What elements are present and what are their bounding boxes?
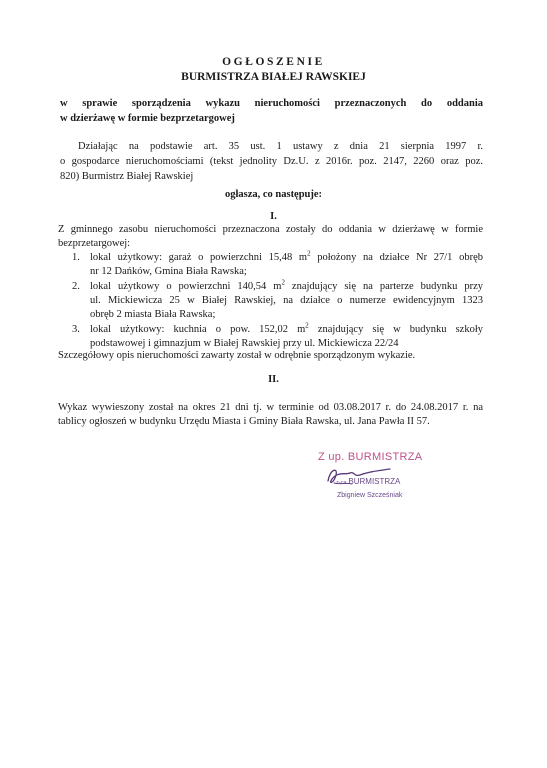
intro-line-2: o gospodarce nieruchomościami (tekst jednolity Dz.U. z 2016r. poz. 2147, 2260 oraz poz. (60, 156, 483, 167)
signature-stamp (300, 451, 430, 521)
intro-paragraph (60, 139, 483, 184)
section-1-numeral: I. (270, 211, 277, 222)
superscript: 2 (281, 278, 285, 287)
posting-notice-line-1: Wykaz wywieszony został na okres 21 dni tj. w terminie od 03.08.2017 r. do 24.08.2017 r. na (58, 402, 483, 413)
list-item-text: lokal użytkowy: garaż o powierzchni 15,48 m (90, 252, 308, 263)
list-item (58, 280, 483, 322)
list-item-line (90, 323, 483, 337)
list-item-text: znajdujący się w budynku szkoły (308, 324, 483, 335)
list-item-line: podstawowej i gimnazjum w Białej Rawskiej przy ul. Mickiewicza 22/24 (90, 338, 399, 349)
superscript: 2 (307, 249, 311, 258)
document-title: OGŁOSZENIE (222, 56, 325, 68)
stamp-signatory-name: Zbigniew Szcześniak (337, 492, 403, 499)
superscript: 2 (305, 321, 309, 330)
list-item-line (90, 280, 483, 294)
posting-notice-line-2: tablicy ogłoszeń w budynku Urzędu Miasta i Gminy Biała Rawska, ul. Jana Pawła II 57. (58, 416, 430, 427)
detail-note: Szczegółowy opis nieruchomości zawarty został w odrębnie sporządzonym wykazie. (58, 350, 416, 361)
subject-line-1: w sprawie sporządzenia wykazu nieruchomości przeznaczonych do oddania (60, 98, 483, 109)
list-item-line: ul. Mickiewicza 25 w Białej Rawskiej, na działce o numerze ewidencyjnym 1323 (90, 295, 483, 306)
stamp-authority-line: Z up. BURMISTRZA (318, 451, 423, 463)
stamp-title-prefix: z-ca (336, 480, 347, 486)
list-item-number: 1. (72, 252, 80, 263)
section-1-lead-line-1: Z gminnego zasobu nieruchomości przeznaczona zostały do oddania w dzierżawę w formie (58, 224, 483, 235)
intro-line-3: 820) Burmistrz Białej Rawskiej (60, 171, 194, 182)
posting-notice (58, 401, 483, 429)
stamp-title-line (336, 477, 400, 486)
list-item-text: położony na działce Nr 27/1 obręb (310, 252, 483, 263)
list-item-text: lokal użytkowy o powierzchni 140,54 m (90, 281, 282, 292)
section-2-numeral: II. (268, 374, 279, 385)
property-list (58, 251, 483, 352)
list-item-text: lokal użytkowy: kuchnia o pow. 152,02 m (90, 324, 306, 335)
section-1-lead (58, 223, 483, 251)
list-item-line: obręb 2 miasta Biała Rawska; (90, 309, 216, 320)
issuing-office: BURMISTRZA BIAŁEJ RAWSKIEJ (181, 71, 366, 83)
list-item-number: 2. (72, 281, 80, 292)
subject-line-2: w dzierżawę w formie bezprzetargowej (60, 113, 235, 124)
section-1-lead-line-2: bezprzetargowej: (58, 238, 131, 249)
list-item (58, 251, 483, 279)
list-item-line: nr 12 Dańków, Gmina Biała Rawska; (90, 266, 247, 277)
list-item-line (90, 251, 483, 265)
list-item-text: znajdujący się na parterze budynku przy (284, 281, 484, 292)
intro-line-1: Działając na podstawie art. 35 ust. 1 ustawy z dnia 21 sierpnia 1997 r. (78, 141, 483, 152)
subject-line (60, 96, 483, 126)
list-item-number: 3. (72, 324, 80, 335)
announcement-phrase: ogłasza, co następuje: (224, 189, 323, 200)
stamp-title: BURMISTRZA (348, 477, 401, 486)
list-item (58, 323, 483, 351)
